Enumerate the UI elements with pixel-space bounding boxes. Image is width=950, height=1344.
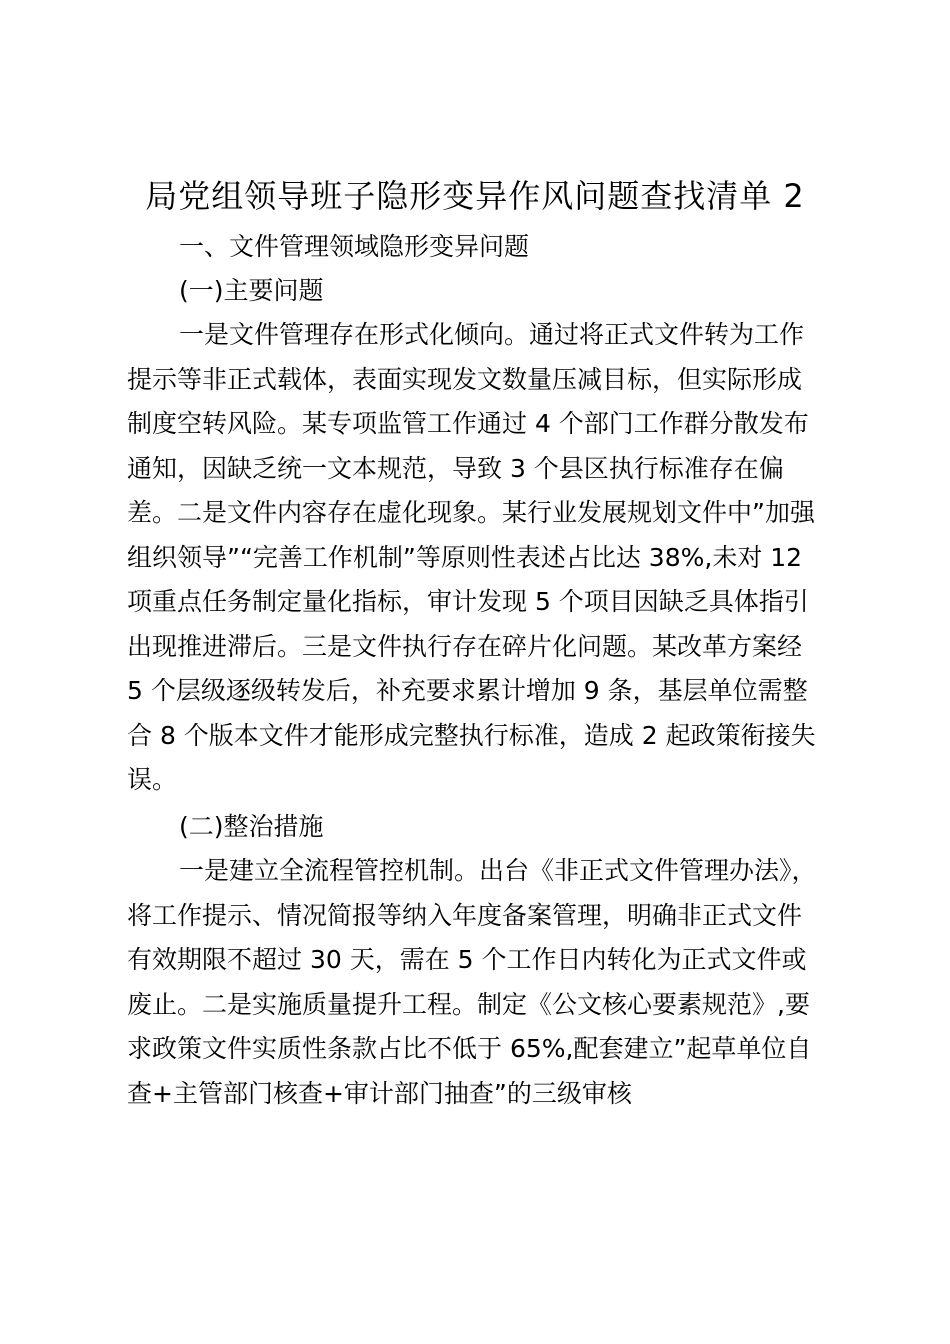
para2-line: 查+主管部门核查+审计部门抽查”的三级审核 xyxy=(127,1078,632,1108)
para2-line: 有效期限不超过 30 天，需在 5 个工作日内转化为正式文件或 xyxy=(127,945,807,974)
para2-line: 求政策文件实质性条款占比不低于 65%,配套建立”起草单位自 xyxy=(127,1034,812,1063)
paragraph-problems xyxy=(127,313,832,803)
sub1-heading: (一)主要问题 xyxy=(179,276,324,305)
para1-line: 5 个层级逐级转发后，补充要求累计增加 9 条，基层单位需整 xyxy=(127,676,808,705)
para1-line: 差。二是文件内容存在虚化现象。某行业发展规划文件中”加强 xyxy=(127,498,815,527)
para1-line: 项重点任务制定量化指标，审计发现 5 个项目因缺乏具体指引 xyxy=(127,587,809,616)
para1-line: 合 8 个版本文件才能形成完整执行标准，造成 2 起政策衔接失 xyxy=(127,720,816,750)
para1-line: 制度空转风险。某专项监管工作通过 4 个部门工作群分散发布 xyxy=(127,409,809,438)
para2-line: 一是建立全流程管控机制。出台《非正式文件管理办法》， xyxy=(179,856,817,885)
para1-line: 出现推进滞后。三是文件执行存在碎片化问题。某改革方案经 xyxy=(127,631,803,661)
para2-line: 废止。二是实施质量提升工程。制定《公文核心要素规范》,要 xyxy=(127,989,810,1019)
sub2-heading: (二)整治措施 xyxy=(179,812,324,841)
para1-line: 误。 xyxy=(127,765,178,794)
section1-heading: 一、文件管理领域隐形变异问题 xyxy=(179,232,530,261)
para1-line: 一是文件管理存在形式化倾向。通过将正式文件转为工作 xyxy=(179,320,805,349)
para2-line: 将工作提示、情况简报等纳入年度备案管理，明确非正式文件 xyxy=(127,900,803,930)
section-heading xyxy=(127,225,832,270)
subsection-heading xyxy=(127,805,832,850)
para1-line: 通知，因缺乏统一文本规范，导致 3 个县区执行标准存在偏 xyxy=(127,453,784,483)
subsection-heading xyxy=(127,269,832,314)
document-title: 局党组领导班子隐形变异作风问题查找清单 2 xyxy=(145,177,805,215)
para1-line: 组织领导”“完善工作机制”等原则性表述占比达 38%,未对 12 xyxy=(127,542,803,572)
para1-line: 提示等非正式载体，表面实现发文数量压减目标，但实际形成 xyxy=(127,364,803,394)
paragraph-measures xyxy=(127,849,832,1116)
